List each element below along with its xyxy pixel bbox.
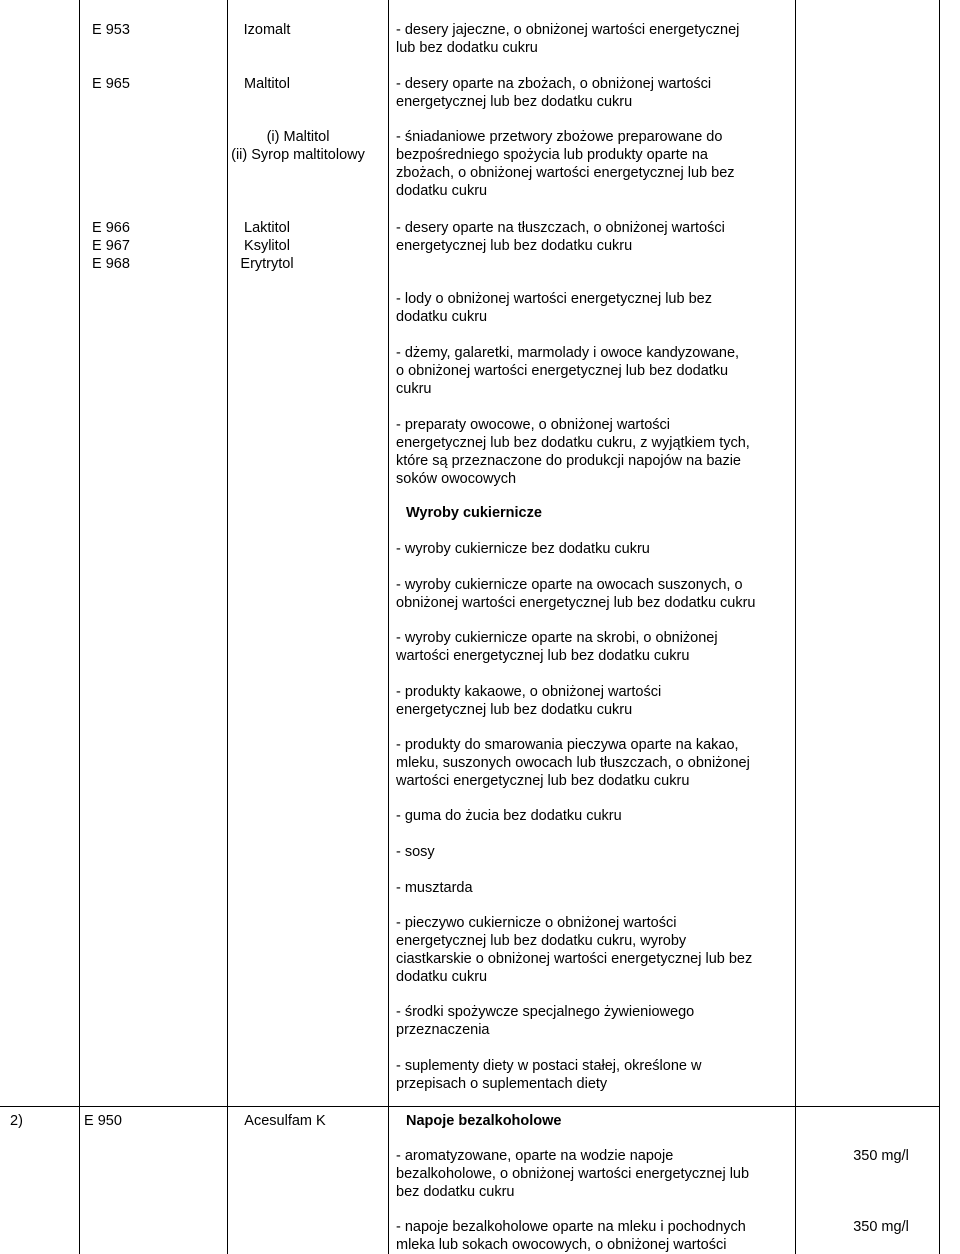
- description-line: dodatku cukru: [396, 309, 488, 325]
- row-separator: [0, 1106, 940, 1107]
- description-line: - wyroby cukiernicze bez dodatku cukru: [396, 541, 650, 557]
- food-category-description: [396, 1003, 791, 1039]
- description-line: bez dodatku cukru: [396, 1184, 515, 1200]
- description-line: lub bez dodatku cukru: [396, 40, 538, 56]
- food-category-description: [396, 1218, 791, 1254]
- additive-name: (i) Maltitol: [266, 129, 330, 145]
- description-line: - guma do żucia bez dodatku cukru: [396, 808, 622, 824]
- description-line: - sosy: [396, 844, 435, 860]
- additive-name-list: [192, 219, 342, 273]
- description-line: - desery jajeczne, o obniżonej wartości energetycznej: [396, 22, 740, 38]
- description-line: bezpośredniego spożycia lub produkty oparte na: [396, 147, 708, 163]
- description-line: mleku, suszonych owocach lub tłuszczach, o obniżonej: [396, 755, 750, 771]
- description-line: energetycznej lub bez dodatku cukru: [396, 94, 633, 110]
- food-category-description: [396, 914, 791, 986]
- food-category-description: [396, 807, 791, 825]
- additive-name: Erytrytol: [240, 256, 294, 272]
- description-line: wartości energetycznej lub bez dodatku cukru: [396, 773, 690, 789]
- food-category-description: [396, 683, 791, 719]
- food-category-description: [396, 629, 791, 665]
- description-line: soków owocowych: [396, 471, 517, 487]
- description-line: - desery oparte na tłuszczach, o obniżonej wartości: [396, 220, 725, 236]
- description-line: - wyroby cukiernicze oparte na skrobi, o obniżonej: [396, 630, 718, 646]
- additive-name: Ksylitol: [244, 238, 290, 254]
- food-category-description: [396, 416, 791, 488]
- additive-code: E 967: [92, 238, 130, 254]
- description-line: mleka lub sokach owocowych, o obniżonej wartości: [396, 1237, 727, 1253]
- description-line: - suplementy diety w postaci stałej, określone w: [396, 1058, 702, 1074]
- additive-code: E 965: [92, 76, 130, 92]
- additive-code: E 953: [92, 22, 130, 38]
- food-category-description: [396, 128, 791, 200]
- food-category-description: [396, 576, 791, 612]
- description-line: - śniadaniowe przetwory zbożowe preparowane do: [396, 129, 723, 145]
- description-line: cukru: [396, 381, 432, 397]
- entry-number: 2): [10, 1113, 23, 1129]
- section-heading: Wyroby cukiernicze: [406, 505, 542, 521]
- description-line: zbożach, o obniżonej wartości energetycznej lub bez: [396, 165, 735, 181]
- description-line: bezalkoholowe, o obniżonej wartości energetycznej lub: [396, 1166, 750, 1182]
- column-divider-3: [795, 0, 796, 1254]
- description-line: - aromatyzowane, oparte na wodzie napoje: [396, 1148, 674, 1164]
- additive-code-list: [66, 219, 156, 273]
- description-line: obniżonej wartości energetycznej lub bez dodatku cukru: [396, 595, 756, 611]
- description-line: energetycznej lub bez dodatku cukru: [396, 702, 633, 718]
- additive-name: (ii) Syrop maltitolowy: [231, 147, 365, 163]
- additive-name: Acesulfam K: [244, 1113, 326, 1129]
- food-category-description: [396, 1057, 791, 1093]
- additive-name-list: [198, 128, 398, 164]
- additive-code: E 950: [84, 1113, 122, 1129]
- description-line: przepisach o suplementach diety: [396, 1076, 608, 1092]
- food-category-description: [396, 540, 791, 558]
- table-border-right: [939, 0, 940, 1254]
- column-divider-1: [227, 0, 228, 1254]
- food-category-description: [396, 21, 791, 57]
- description-line: - desery oparte na zbożach, o obniżonej wartości: [396, 76, 712, 92]
- table-border-left: [79, 0, 80, 1254]
- additive-name: Maltitol: [244, 76, 290, 92]
- description-line: - musztarda: [396, 880, 473, 896]
- description-line: - produkty do smarowania pieczywa oparte na kakao,: [396, 737, 739, 753]
- description-line: energetycznej lub bez dodatku cukru, z wyjątkiem tych,: [396, 435, 750, 451]
- description-line: - wyroby cukiernicze oparte na owocach suszonych, o: [396, 577, 743, 593]
- description-line: - napoje bezalkoholowe oparte na mleku i pochodnych: [396, 1219, 746, 1235]
- max-level: 350 mg/l: [853, 1219, 909, 1235]
- description-line: - produkty kakaowe, o obniżonej wartości: [396, 684, 662, 700]
- section-heading: Napoje bezalkoholowe: [406, 1113, 562, 1129]
- description-line: przeznaczenia: [396, 1022, 490, 1038]
- description-line: które są przeznaczone do produkcji napojów na bazie: [396, 453, 741, 469]
- description-line: - lody o obniżonej wartości energetycznej lub bez: [396, 291, 712, 307]
- food-category-description: [396, 75, 791, 111]
- max-level: 350 mg/l: [853, 1148, 909, 1164]
- description-line: dodatku cukru: [396, 183, 488, 199]
- additive-code: E 966: [92, 220, 130, 236]
- description-line: o obniżonej wartości energetycznej lub bez dodatku: [396, 363, 729, 379]
- food-category-description: [396, 1147, 791, 1201]
- food-category-description: [396, 344, 791, 398]
- description-line: - pieczywo cukiernicze o obniżonej wartości: [396, 915, 677, 931]
- description-line: wartości energetycznej lub bez dodatku cukru: [396, 648, 690, 664]
- description-line: dodatku cukru: [396, 969, 488, 985]
- additive-code: E 968: [92, 256, 130, 272]
- description-line: - środki spożywcze specjalnego żywieniowego: [396, 1004, 695, 1020]
- additive-name: Izomalt: [243, 22, 291, 38]
- description-line: ciastkarskie o obniżonej wartości energetycznej lub bez: [396, 951, 753, 967]
- description-line: - dżemy, galaretki, marmolady i owoce kandyzowane,: [396, 345, 740, 361]
- food-category-description: [396, 879, 791, 897]
- description-line: energetycznej lub bez dodatku cukru, wyroby: [396, 933, 687, 949]
- food-category-description: [396, 843, 791, 861]
- additive-name: Laktitol: [244, 220, 290, 236]
- description-line: energetycznej lub bez dodatku cukru: [396, 238, 633, 254]
- food-category-description: [396, 736, 791, 790]
- food-category-description: [396, 290, 791, 326]
- food-category-description: [396, 219, 791, 255]
- description-line: - preparaty owocowe, o obniżonej wartości: [396, 417, 671, 433]
- column-divider-2: [388, 0, 389, 1254]
